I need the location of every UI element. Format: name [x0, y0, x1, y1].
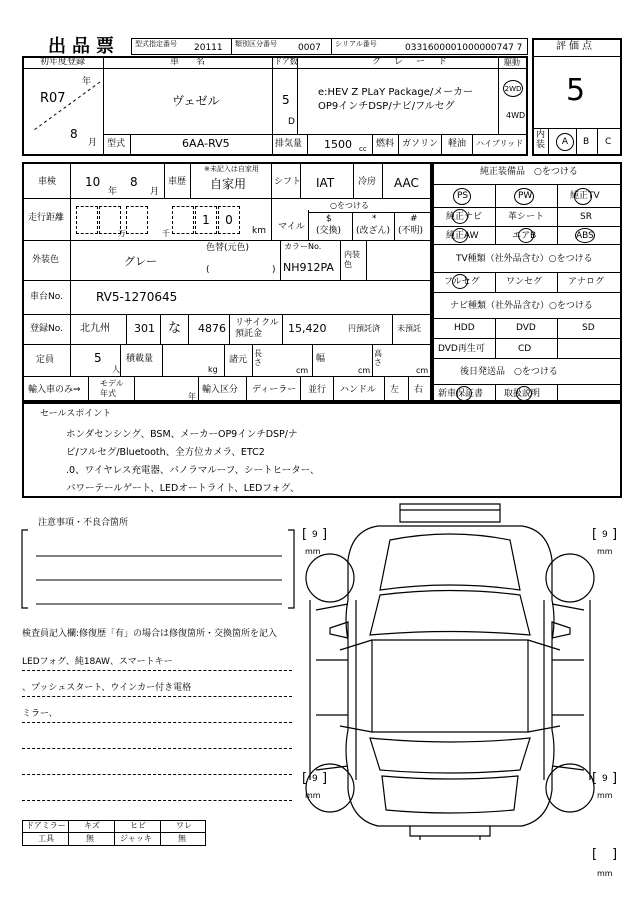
footer-h3: ヒビ: [130, 821, 146, 830]
color-orig-label: 色替(元色): [206, 243, 250, 253]
mileage-km: km: [252, 226, 266, 236]
equip-abs: ABS: [576, 231, 594, 241]
inspection-month-unit: 月: [150, 187, 160, 197]
sales-line-1: ホンダセンシング、BSM、メーカーOP9インチDSP/ナ: [66, 429, 298, 440]
serial-number: 0331600001000000747 7: [405, 43, 523, 53]
import-dealer: ディーラー: [252, 385, 297, 395]
tire-rr-bracket: [: [592, 771, 598, 786]
chassis-label: 車台No.: [30, 292, 63, 302]
tire-rl-bracket-close: ]: [322, 771, 328, 786]
equip-navi: 純正ナビ: [446, 212, 483, 222]
first-reg-year-unit: 年: [82, 77, 92, 87]
tire-fr-value: 9: [602, 530, 608, 540]
fuel-hybrid: ハイブリッド: [476, 139, 524, 148]
width-label: 幅: [316, 354, 326, 364]
mileage-star: *: [372, 214, 377, 224]
height-unit: cm: [416, 366, 429, 375]
footer-v3: ジャッキ: [120, 834, 152, 843]
equip-airbag-circle: [518, 228, 534, 243]
footer-h4: ワレ: [176, 821, 192, 830]
doors-label: ドア数: [274, 57, 298, 66]
inspector-line-2: 、プッシュスタート、ウインカー付き電格: [22, 683, 192, 693]
color-orig-paren-open: (: [206, 265, 210, 275]
footer-h2: キズ: [84, 821, 100, 830]
class-code-label: 類別区分番号: [235, 40, 277, 48]
eval-label: 評価点: [556, 41, 595, 52]
later-warranty-circle: [456, 386, 472, 401]
equip-aw: 純正AW: [446, 231, 479, 241]
tire-spare-bracket: [: [592, 847, 598, 862]
tv-oneseg: ワンセグ: [506, 277, 543, 287]
ac-label: 冷房: [358, 177, 377, 187]
interior-color-label: 内装色: [344, 250, 360, 270]
car-diagram: [300, 500, 600, 840]
interior-a: A: [561, 137, 569, 147]
inspector-line-1: LEDフォグ、純18AW、スマートキー: [22, 657, 173, 667]
width-unit: cm: [358, 366, 371, 375]
history-note: ※未記入は自家用: [204, 165, 259, 173]
doors-count: 5: [282, 93, 290, 107]
tire-fl-value: 9: [312, 530, 318, 540]
tire-rr-value: 9: [602, 774, 608, 784]
mileage-mile: マイル: [278, 222, 305, 232]
interior-c: C: [605, 137, 612, 147]
inspection-month: 8: [130, 175, 138, 189]
mileage-digit-6: [218, 206, 240, 234]
recycle-label: リサイクル預託金: [235, 318, 279, 339]
handle-left: 左: [390, 385, 400, 395]
capacity-unit: 人: [112, 365, 120, 374]
tire-rr-unit: mm: [597, 791, 613, 800]
tire-fl-bracket-close: ]: [322, 527, 328, 542]
reg-label: 登録No.: [30, 324, 63, 334]
mileage-hash: #: [410, 214, 418, 224]
mileage-digit-5-value: 1: [202, 213, 210, 227]
equip-tv-circle: [574, 188, 592, 205]
footer-v4: 無: [178, 834, 186, 843]
model-year-unit: 年: [188, 392, 196, 401]
inspector-line-3: ミラー、: [22, 709, 58, 719]
reg-number: 4876: [198, 322, 226, 335]
history-value: 自家用: [210, 177, 247, 191]
model-code-label: 型式指定番号: [135, 40, 177, 48]
equip-aw-circle: [452, 228, 468, 243]
equipment-title: 純正装備品 ○をつける: [480, 167, 578, 177]
mileage-label: 走行距離: [28, 213, 65, 223]
reg-area: 北九州: [80, 323, 110, 334]
later-title: 後日発送品 ○をつける: [460, 367, 558, 377]
navi-hdd: HDD: [454, 323, 475, 333]
serial-label: シリアル番号: [335, 40, 377, 48]
mileage-digit-3: [126, 206, 148, 234]
import-parallel: 並行: [308, 385, 327, 395]
capacity-label: 定員: [36, 355, 55, 365]
first-reg-month-unit: 月: [88, 138, 98, 148]
inspection-year: 10: [85, 175, 101, 189]
reg-class: 301: [134, 322, 155, 335]
drive-2wd: 2WD: [504, 84, 522, 93]
navi-dvd: DVD: [516, 323, 536, 333]
interior-b: B: [583, 137, 590, 147]
load-unit: kg: [208, 365, 218, 374]
tire-fl-unit: mm: [305, 547, 321, 556]
later-manual-circle: [516, 386, 532, 401]
mileage-exchange: (交換): [316, 226, 342, 236]
grade-label: グ レ ー ド: [372, 57, 450, 67]
mileage-digit-6-value: 0: [225, 213, 233, 227]
equip-ps-circle: [453, 188, 471, 205]
color-no: NH912PA: [283, 261, 334, 274]
mileage-man: 万: [118, 229, 126, 238]
equip-sr: SR: [580, 212, 592, 222]
sales-line-3: .0、ワイヤレス充電器、パノラマルーフ、シートヒーター、: [66, 465, 320, 477]
car-name-label: 車 名: [170, 57, 210, 67]
mileage-circle-note: ○をつける: [330, 201, 369, 210]
footer-h1: ドアミラー: [26, 821, 66, 830]
handle-right: 右: [414, 385, 424, 395]
model-type-label: 型式: [107, 139, 126, 149]
tire-fl-bracket: [: [302, 527, 308, 542]
sales-point-label: セールスポイント: [40, 409, 112, 419]
length-unit: cm: [296, 366, 309, 375]
fuel-gasoline: ガソリン: [402, 139, 439, 149]
tire-rl-bracket: [: [302, 771, 308, 786]
model-code: 20111: [194, 43, 223, 53]
grade-line-2: OP9インチDSP/ナビ/フルセグ: [318, 101, 455, 112]
recycle-unpaid: 未預託: [397, 324, 421, 333]
mileage-sen: 千: [162, 229, 170, 238]
dims-label: 諸元: [229, 355, 248, 365]
ac-value: AAC: [394, 176, 419, 190]
navi-sd: SD: [582, 323, 595, 333]
displacement-unit: cc: [359, 145, 367, 153]
tire-spare-bracket-close: ]: [612, 847, 618, 862]
sales-point-text: [66, 426, 319, 498]
door-type: D: [288, 117, 295, 127]
chassis-number: RV5-1270645: [96, 290, 178, 304]
model-type: 6AA-RV5: [182, 137, 230, 150]
later-manual: 取扱説明: [504, 389, 541, 399]
height-label: 高さ: [374, 349, 382, 367]
class-code: 0007: [298, 43, 321, 53]
fuel-diesel: 軽油: [448, 139, 467, 149]
history-label: 車歴: [168, 177, 187, 187]
tv-fullseg: フルセグ: [444, 277, 480, 287]
color-no-label: カラーNo.: [284, 242, 322, 251]
length-label: 長さ: [254, 349, 262, 367]
equip-airbag: エアB: [512, 231, 537, 241]
drive-2wd-circle: [503, 80, 523, 97]
navi-cd: CD: [518, 344, 532, 354]
later-warranty: 新車保証書: [438, 389, 484, 399]
fuel-label: 燃料: [376, 139, 395, 149]
first-reg-diagonal: [22, 68, 103, 134]
equip-ps: PS: [457, 191, 469, 201]
displacement: 1500: [324, 138, 352, 151]
mileage-digit-4: [172, 206, 194, 234]
handle-label: ハンドル: [340, 385, 377, 395]
tire-fr-bracket-close: ]: [612, 527, 618, 542]
mileage-digit-5: [195, 206, 217, 234]
recycle-unit: 円預託済: [348, 324, 380, 333]
navi-dvd-play: DVD再生可: [438, 344, 485, 354]
tire-rr-bracket-close: ]: [612, 771, 618, 786]
displacement-label: 排気量: [275, 139, 303, 149]
mileage-altered: (改ざん): [356, 226, 391, 236]
color-orig-paren-close: ): [272, 265, 276, 275]
shift-value: IAT: [316, 176, 335, 190]
shift-label: シフト: [274, 177, 302, 187]
navi-title: ナビ種類（社外品含む）○をつける: [450, 301, 593, 311]
inspection-label: 車検: [38, 177, 57, 187]
drive-4wd: 4WD: [506, 111, 526, 120]
inspector-label: 検査員記入欄:修復歴「有」の場合は修復箇所・交換箇所を記入: [22, 629, 278, 639]
import-label: 輸入車のみ⇒: [28, 385, 81, 395]
notes-label: 注意事項・不良合箇所: [38, 518, 129, 528]
footer-v1: 工具: [38, 834, 54, 843]
mileage-unknown: (不明): [398, 226, 424, 236]
sales-line-2: ビ/フルセグ/Bluetooth、全方位カメラ、ETC2: [66, 447, 265, 459]
footer-v2: 無: [86, 834, 94, 843]
recycle-amount: 15,420: [288, 322, 327, 335]
equip-pw-circle: [514, 188, 534, 205]
import-type-label: 輸入区分: [202, 385, 239, 395]
interior-label: 内装: [536, 130, 546, 150]
sales-line-4: パワーテールゲート、LEDオートライト、LEDフォグ、: [66, 483, 300, 495]
equip-navi-circle: [452, 209, 468, 224]
equip-tv: 純正TV: [570, 191, 600, 201]
tire-fr-unit: mm: [597, 547, 613, 556]
equip-abs-circle: [575, 228, 595, 243]
tire-spare-unit: mm: [597, 869, 613, 878]
first-reg-label: 初年度登録: [40, 57, 86, 67]
equip-pw: PW: [518, 191, 533, 201]
interior-a-circle: [556, 133, 574, 151]
drive-label: 駆動: [504, 58, 520, 67]
tv-fullseg-circle: [452, 274, 468, 289]
mileage-digit-1: [76, 206, 98, 234]
inspection-year-unit: 年: [108, 187, 118, 197]
reg-kana: な: [168, 321, 182, 336]
tv-title: TV種類（社外品含む）○をつける: [456, 254, 593, 264]
tire-rl-unit: mm: [305, 791, 321, 800]
grade-line-1: e:HEV Z PLaY Package/メーカー: [318, 87, 474, 98]
notes-bracket: [20, 528, 300, 612]
load-label: 積載量: [126, 354, 154, 364]
eval-score: 5: [566, 73, 586, 108]
mileage-dollar: $: [326, 214, 332, 224]
capacity-value: 5: [94, 351, 102, 365]
tire-fr-bracket: [: [592, 527, 598, 542]
tire-rl-value: 9: [312, 774, 318, 784]
first-reg-month: 8: [70, 127, 78, 141]
car-name: ヴェゼル: [172, 94, 220, 108]
form-title: 出品票: [48, 36, 120, 57]
tv-analog: アナログ: [568, 277, 605, 287]
model-year-label: モデル年式: [100, 379, 124, 398]
color-value: グレー: [124, 255, 157, 268]
equip-leather: 革シート: [508, 212, 545, 222]
color-label: 外装色: [32, 255, 60, 265]
first-reg-era-year: R07: [40, 91, 66, 106]
